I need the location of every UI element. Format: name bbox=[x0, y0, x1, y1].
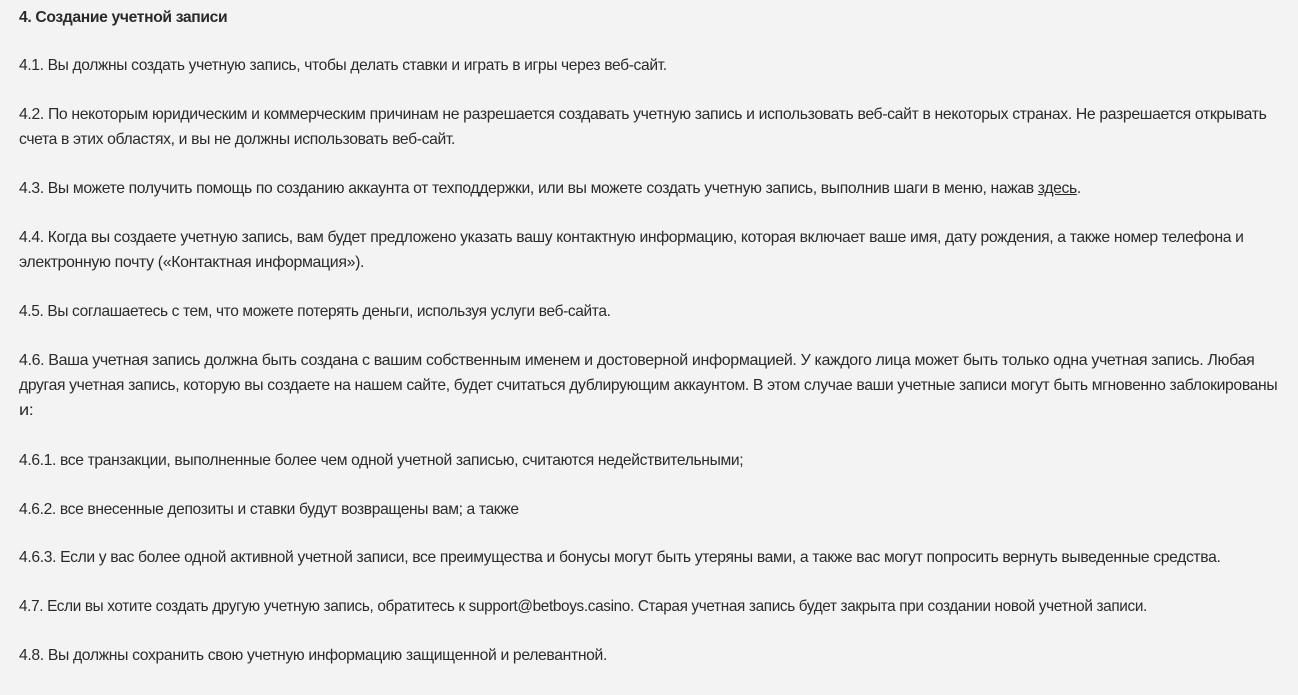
clause-4-5: 4.5. Вы соглашаетесь с тем, что можете потерять деньги, используя услуги веб-сайта. bbox=[19, 303, 611, 320]
clause-4-2-line-2: счета в этих областях, и вы не должны использовать веб-сайт. bbox=[19, 131, 456, 148]
clause-4-2-line-1: 4.2. По некоторым юридическим и коммерческим причинам не разрешается создавать учетную запись и использовать веб-сайт в некоторых странах. Не разрешается открывать bbox=[19, 106, 1267, 123]
section-heading: 4. Создание учетной записи bbox=[19, 9, 228, 26]
clause-4-4-line-2: электронную почту («Контактная информация»). bbox=[19, 254, 365, 271]
clause-4-3-end: . bbox=[1076, 180, 1081, 197]
clause-4-6-3: 4.6.3. Если у вас более одной активной учетной записи, все преимущества и бонусы могут быть утеряны вами, а также вас могут попросить вернуть выведенные средства. bbox=[19, 549, 1221, 566]
clause-4-7: 4.7. Если вы хотите создать другую учетную запись, обратитесь к support@betboys.casino. Старая учетная запись будет закрыта при создании новой учетной записи. bbox=[19, 598, 1147, 615]
clause-4-1: 4.1. Вы должны создать учетную запись, чтобы делать ставки и играть в игры через веб-сайт. bbox=[19, 57, 667, 74]
clause-4-4-line-1: 4.4. Когда вы создаете учетную запись, вам будет предложено указать вашу контактную информацию, которая включает ваше имя, дату рождения, а также номер телефона и bbox=[19, 229, 1244, 246]
clause-4-6-line-1: 4.6. Ваша учетная запись должна быть создана с вашим собственным именем и достоверной информацией. У каждого лица может быть только одна учетная запись. Любая bbox=[19, 352, 1255, 369]
clause-4-6-1: 4.6.1. все транзакции, выполненные более чем одной учетной записью, считаются недействительными; bbox=[19, 452, 744, 469]
clause-4-6-2: 4.6.2. все внесенные депозиты и ставки будут возвращены вам; а также bbox=[19, 501, 519, 518]
clause-4-3-text: 4.3. Вы можете получить помощь по созданию аккаунта от техподдержки, или вы можете создать учетную запись, выполнив шаги в меню, нажав bbox=[19, 180, 1038, 197]
clause-4-8: 4.8. Вы должны сохранить свою учетную информацию защищенной и релевантной. bbox=[19, 647, 607, 664]
clause-4-6-line-2: другая учетная запись, которую вы создаете на нашем сайте, будет считаться дублирующим аккаунтом. В этом случае ваши учетные записи могут быть мгновенно заблокированы bbox=[19, 377, 1278, 394]
here-link[interactable]: здесь bbox=[1037, 180, 1077, 197]
clause-4-3 bbox=[19, 179, 1081, 199]
clause-4-6-line-3: и: bbox=[19, 402, 34, 419]
